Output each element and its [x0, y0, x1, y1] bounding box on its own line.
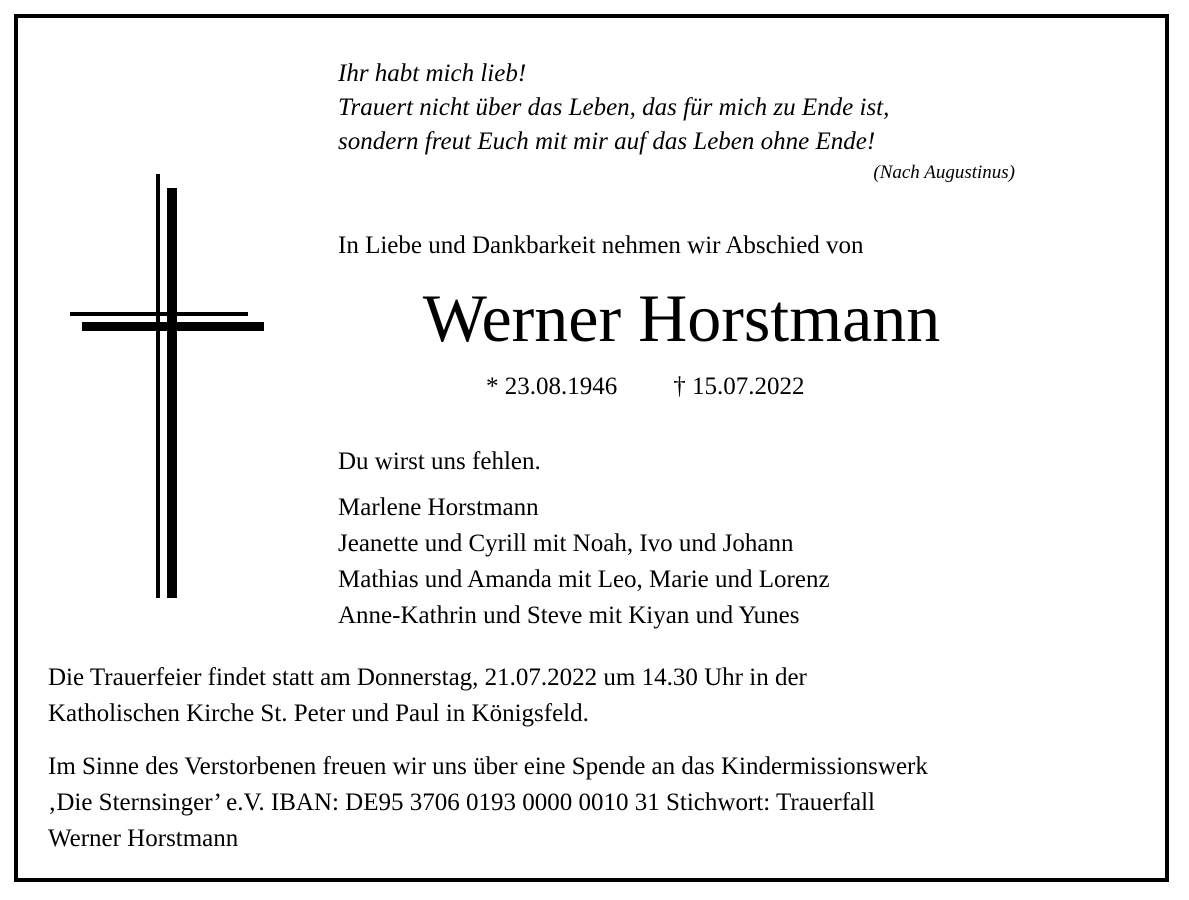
family-member: Mathias und Amanda mit Leo, Marie und Lorenz	[338, 566, 830, 593]
donation-line: Im Sinne des Verstorbenen freuen wir uns über eine Spende an das Kindermissionswerk	[48, 753, 928, 780]
family-member: Marlene Horstmann	[338, 494, 539, 521]
cross-icon	[68, 174, 268, 598]
ceremony-line: Katholischen Kirche St. Peter und Paul in Königsfeld.	[48, 700, 589, 727]
ceremony-info	[48, 660, 807, 732]
donation-line: Werner Horstmann	[48, 825, 239, 852]
poem-line: sondern freut Euch mit mir auf das Leben ohne Ende!	[338, 128, 876, 155]
poem-attribution: (Nach Augustinus)	[873, 162, 1015, 183]
donation-line: ‚Die Sternsinger’ e.V. IBAN: DE95 3706 0193 0000 0010 31 Stichwort: Trauerfall	[48, 789, 876, 816]
farewell-text: Du wirst uns fehlen.	[338, 448, 541, 475]
intro-text: In Liebe und Dankbarkeit nehmen wir Abschied von	[338, 232, 864, 259]
ceremony-line: Die Trauerfeier findet statt am Donnerstag, 21.07.2022 um 14.30 Uhr in der	[48, 664, 807, 691]
family-member: Jeanette und Cyrill mit Noah, Ivo und Johann	[338, 530, 794, 557]
life-dates	[486, 370, 805, 404]
family-list	[338, 490, 830, 634]
family-member: Anne-Kathrin und Steve mit Kiyan und Yunes	[338, 602, 800, 629]
donation-info	[48, 749, 928, 857]
poem	[338, 57, 889, 159]
poem-line: Trauert nicht über das Leben, das für mich zu Ende ist,	[338, 94, 890, 121]
deceased-name: Werner Horstmann	[422, 280, 941, 356]
birth-date: * 23.08.1946	[486, 373, 618, 400]
death-date: † 15.07.2022	[673, 373, 805, 400]
poem-line: Ihr habt mich lieb!	[338, 60, 527, 87]
